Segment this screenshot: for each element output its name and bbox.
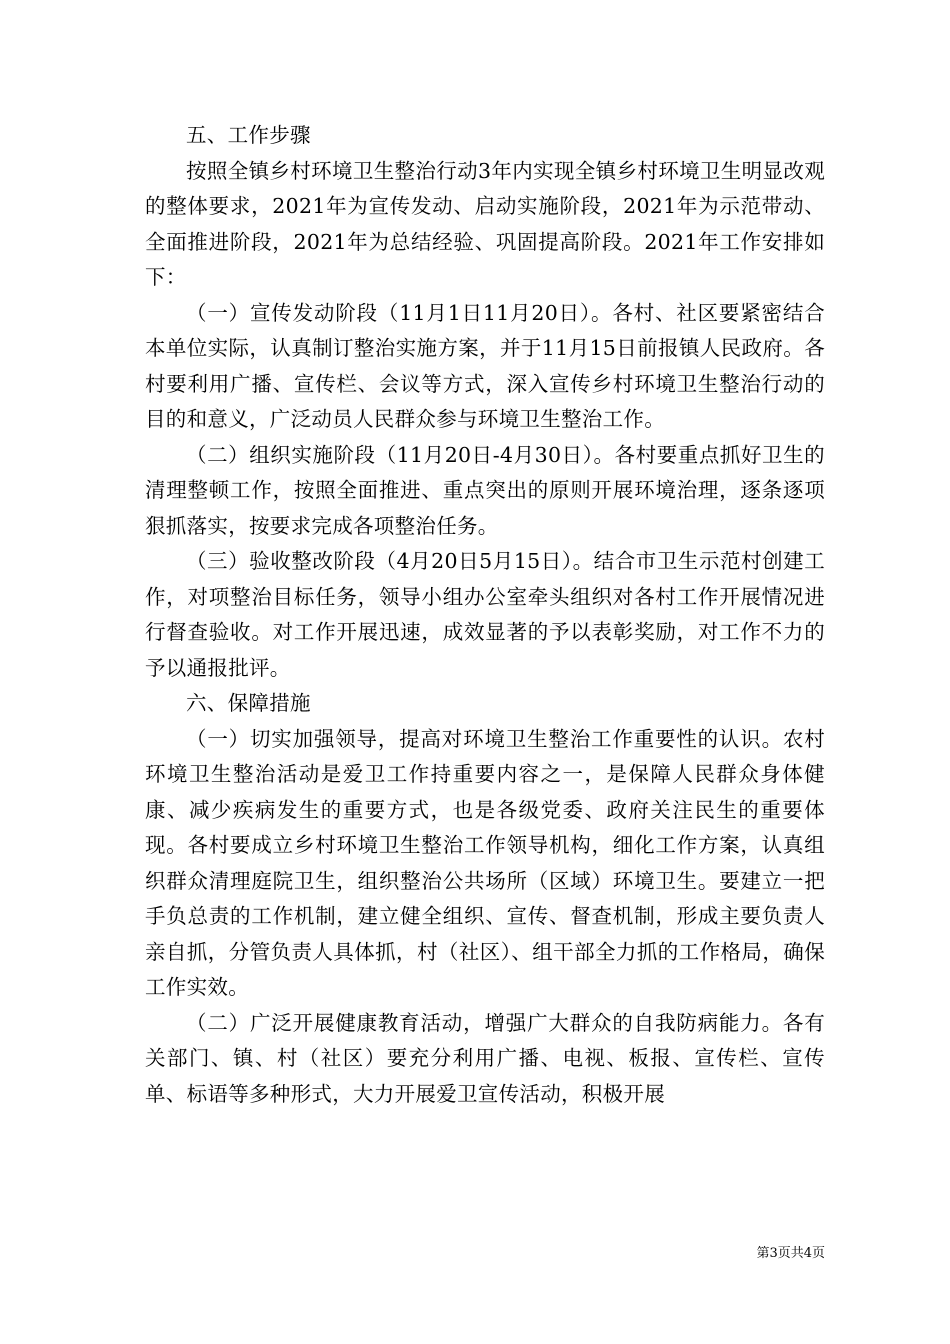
paragraph-stage-three: （三）验收整改阶段（4月20日5月15日）。结合市卫生示范村创建工作，对项整治目标任务，领导小组办公室牵头组织对各村工作开展情况进行督查验收。对工作开展迅速，成效显著的予以表彰奖励，对工作不力的予以通报批评。 — [145, 549, 825, 680]
paragraph-stage-two: （二）组织实施阶段（11月20日-4月30日）。各村要重点抓好卫生的清理整顿工作，按照全面推进、重点突出的原则开展环境治理，逐条逐项狠抓落实，按要求完成各项整治任务。 — [145, 442, 825, 538]
paragraph-overview: 按照全镇乡村环境卫生整治行动3年内实现全镇乡村环境卫生明显改观的整体要求，2021年为宣传发动、启动实施阶段，2021年为示范带动、全面推进阶段，2021年为总结经验、巩固提高阶段。2021年工作安排如下： — [145, 158, 825, 289]
section-heading-measures: 六、保障措施 — [186, 691, 311, 715]
paragraph-measure-one: （一）切实加强领导，提高对环境卫生整治工作重要性的认识。农村环境卫生整治活动是爱卫工作持重要内容之一，是保障人民群众身体健康、减少疾病发生的重要方式，也是各级党委、政府关注民生的重要体现。各村要成立乡村环境卫生整治工作领导机构，细化工作方案，认真组织群众清理庭院卫生，组织整治公共场所（区域）环境卫生。要建立一把手负总责的工作机制，建立健全组织、宣传、督查机制，形成主要负责人亲自抓，分管负责人具体抓，村（社区）、组干部全力抓的工作格局，确保工作实效。 — [145, 726, 825, 999]
paragraph-measure-two: （二）广泛开展健康教育活动，增强广大群众的自我防病能力。各有关部门、镇、村（社区）要充分利用广播、电视、板报、宣传栏、宣传单、标语等多种形式，大力开展爱卫宣传活动，积极开展 — [145, 1010, 825, 1106]
paragraph-stage-one: （一）宣传发动阶段（11月1日11月20日）。各村、社区要紧密结合本单位实际，认真制订整治实施方案，并于11月15日前报镇人民政府。各村要利用广播、宣传栏、会议等方式，深入宣传乡村环境卫生整治行动的目的和意义，广泛动员人民群众参与环境卫生整治工作。 — [145, 300, 825, 431]
section-heading-steps: 五、工作步骤 — [186, 123, 311, 147]
page-number-footer: 第3页共4页 — [756, 1246, 825, 1261]
document-body — [145, 118, 825, 1112]
